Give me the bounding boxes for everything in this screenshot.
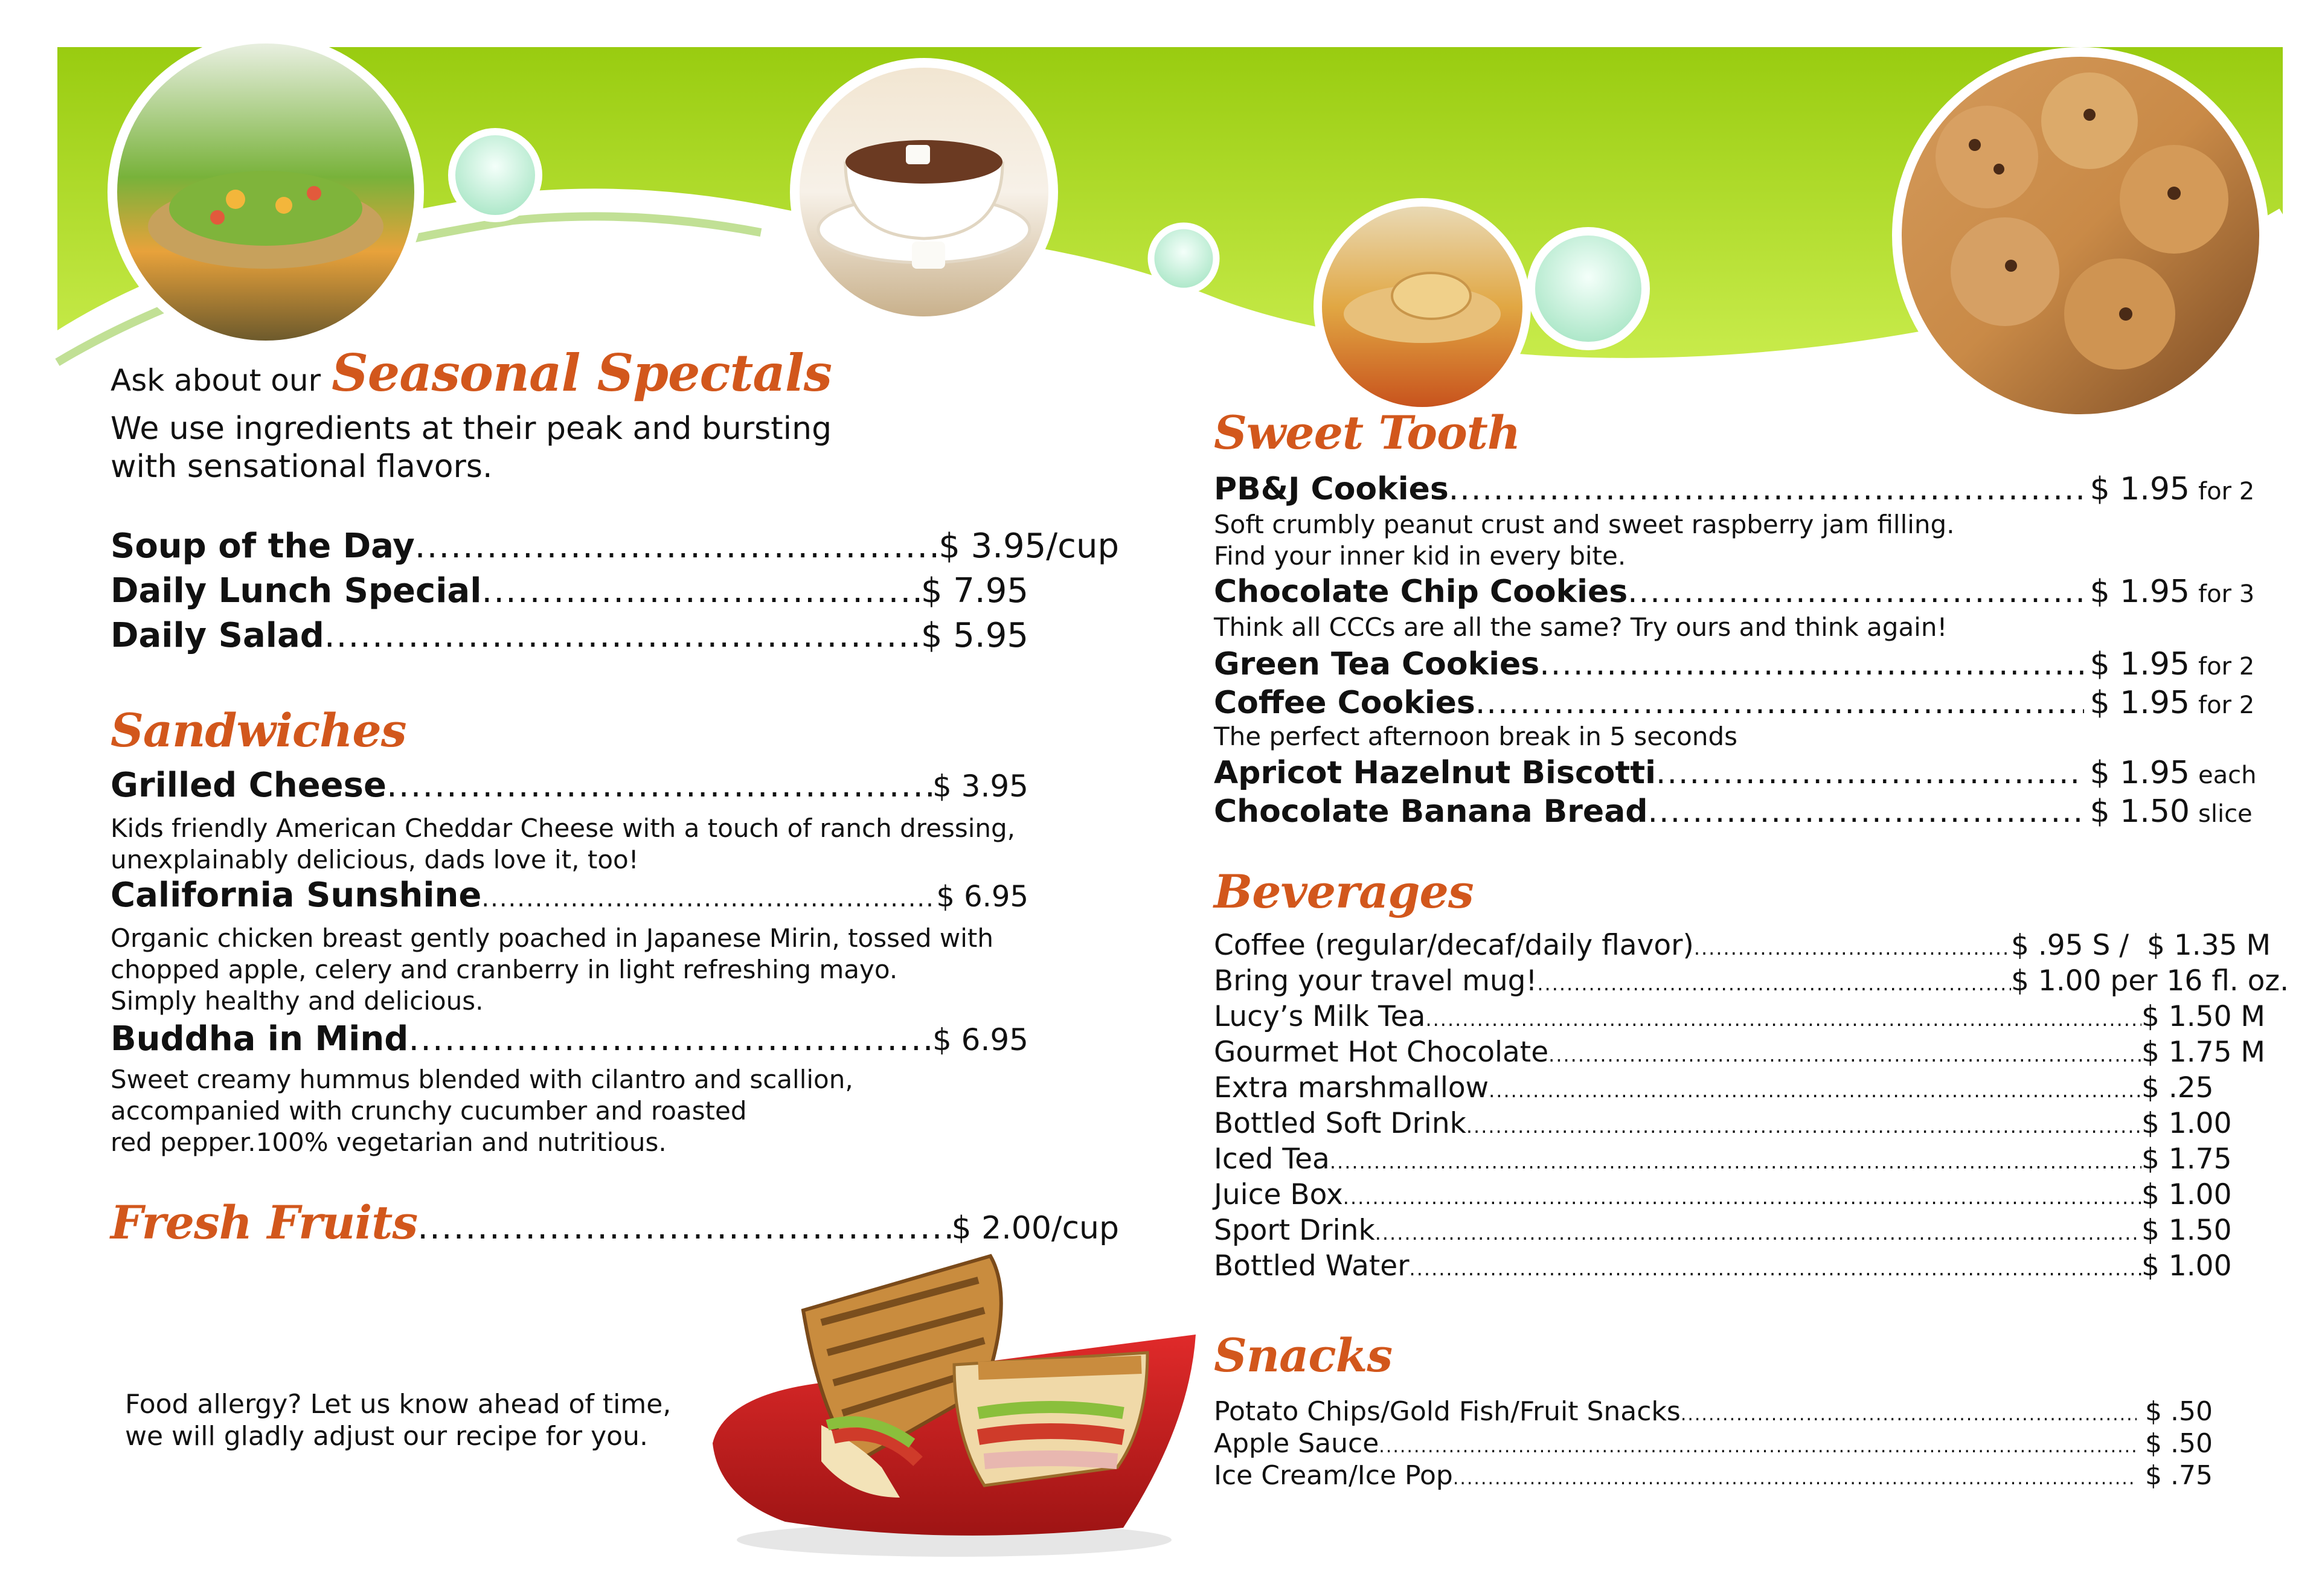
beverage-price: $ 1.50 M [2141,1000,2265,1033]
beverage-item [1214,1214,2295,1247]
leader-dots [1548,1043,2141,1066]
leader-dots [1539,646,2083,682]
leader-dots [1537,972,2011,995]
daily-item-price: $ 5.95 [920,616,1028,655]
leader-dots [481,885,936,912]
beverage-price: $ 1.00 [2141,1178,2232,1211]
sandwich-desc: unexplainably delicious, dads love it, too! [111,845,639,874]
sweet-tooth-title: Sweet Tooth [1214,406,1521,460]
leader-dots [1343,1186,2141,1209]
beverage-price: $ 1.00 [2141,1249,2232,1283]
beverage-name: Extra marshmallow [1214,1071,1489,1104]
specials-title: Seasonal Spectals [332,343,832,403]
beverage-name: Gourmet Hot Chocolate [1214,1036,1549,1069]
beverage-price: $ 1.00 [2141,1107,2232,1140]
sandwich-desc: red pepper.100% vegetarian and nutritious. [111,1127,667,1157]
leader-dots [1681,1404,2137,1425]
snack-price: $ .75 [2145,1460,2213,1491]
beverage-item [1214,1071,2295,1104]
snack-item [1214,1396,2240,1427]
sweet-price: $ 1.95 [2090,646,2190,682]
beverage-item [1214,1036,2295,1069]
beverage-item [1214,1107,2295,1140]
sandwich-desc: Simply healthy and delicious. [111,986,484,1016]
sandwiches-title: Sandwiches [111,703,406,757]
panini-icon [701,1244,1202,1558]
sweet-item [1214,685,2277,721]
leader-dots [1656,755,2084,791]
leader-dots [415,527,938,566]
daily-item-salad [111,616,1028,655]
leader-dots [1466,1115,2141,1138]
sweet-price: $ 1.95 [2090,471,2190,507]
leader-dots [1648,793,2084,830]
leader-dots [1425,1008,2141,1031]
beverage-name: Juice Box [1214,1178,1343,1211]
sandwich-name: Buddha in Mind [111,1019,409,1059]
sweet-desc: Soft crumbly peanut crust and sweet raspberry jam filling. [1214,510,1955,539]
leader-dots [1628,574,2083,610]
snack-name: Ice Cream/Ice Pop [1214,1460,1453,1491]
fresh-fruits-title: Fresh Fruits [111,1196,418,1249]
soup-icon [1313,198,1531,415]
sandwich-desc: accompanied with crunchy cucumber and roasted [111,1096,747,1126]
snack-item [1214,1428,2240,1459]
leader-dots [408,1019,932,1059]
sweet-price: $ 1.95 [2090,574,2190,610]
beverage-price: $ 1.50 [2141,1214,2232,1247]
beverage-item [1214,929,2295,962]
daily-item-soup [111,527,1119,566]
leader-dots [417,1208,951,1247]
sweet-item [1214,471,2277,507]
salad-icon [107,34,424,350]
daily-item-name: Soup of the Day [111,527,415,566]
sweet-unit: slice [2198,800,2253,828]
snack-item [1214,1460,2240,1491]
beverage-name: Bring your travel mug! [1214,964,1538,998]
beverage-name: Bottled Water [1214,1249,1410,1283]
sweet-name: Green Tea Cookies [1214,646,1540,682]
beverage-item [1214,1143,2295,1176]
sweet-price: $ 1.95 [2090,755,2190,791]
sweet-item [1214,574,2277,610]
sweet-item [1214,646,2277,682]
sweet-unit: for 2 [2198,478,2255,505]
leader-dots [1379,1436,2137,1457]
cookies-icon [1892,47,2269,423]
specials-desc-1: We use ingredients at their peak and bursting [111,411,832,447]
sandwich-item [111,1019,1028,1059]
daily-item-name: Daily Lunch Special [111,571,482,611]
leader-dots [1375,1222,2141,1245]
sweet-price: $ 1.95 [2090,685,2190,721]
sandwich-desc: Kids friendly American Cheddar Cheese with a touch of ranch dressing, [111,813,1016,843]
sweet-item [1214,793,2277,830]
sandwich-desc: Organic chicken breast gently poached in Japanese Mirin, tossed with [111,923,993,953]
beverage-price: $ .95 S / $ 1.35 M [2011,929,2271,962]
snack-name: Apple Sauce [1214,1428,1379,1459]
sweet-name: Apricot Hazelnut Biscotti [1214,755,1656,791]
sweet-name: Chocolate Chip Cookies [1214,574,1628,610]
leader-dots [1410,1257,2141,1280]
sweet-unit: for 2 [2198,653,2255,681]
sandwich-item [111,766,1028,805]
beverage-price: $ 1.75 M [2141,1036,2265,1069]
beverage-item [1214,964,2295,998]
snack-price: $ .50 [2145,1396,2213,1427]
beverage-name: Bottled Soft Drink [1214,1107,1466,1140]
leader-dots [1475,685,2084,721]
leader-dots [1449,471,2084,507]
beverage-name: Coffee (regular/decaf/daily flavor) [1214,929,1694,962]
fresh-fruits-price: $ 2.00/cup [951,1210,1119,1246]
beverages-title: Beverages [1214,865,1474,918]
sandwich-price: $ 6.95 [936,880,1028,914]
sweet-name: PB&J Cookies [1214,471,1449,507]
beverage-price: $ 1.75 [2141,1143,2232,1176]
snack-name: Potato Chips/Gold Fish/Fruit Snacks [1214,1396,1681,1427]
allergy-note-1: Food allergy? Let us know ahead of time, [125,1389,672,1420]
sweet-desc: Think all CCCs are all the same? Try ours and think again! [1214,612,1948,642]
leader-dots [386,766,932,805]
beverage-name: Iced Tea [1214,1143,1330,1176]
sweet-item [1214,755,2277,791]
specials-desc-2: with sensational flavors. [111,449,493,485]
sandwich-item [111,876,1028,915]
hot-chocolate-icon [790,58,1058,326]
daily-item-price: $ 7.95 [920,571,1028,611]
daily-item-lunch [111,571,1028,611]
sweet-name: Chocolate Banana Bread [1214,793,1648,830]
specials-intro [111,343,832,403]
sweet-name: Coffee Cookies [1214,685,1475,721]
leader-dots [1453,1468,2137,1489]
sandwich-price: $ 6.95 [932,1022,1028,1057]
beverage-item [1214,1178,2295,1211]
beverage-item [1214,1249,2295,1283]
snack-price: $ .50 [2145,1428,2213,1459]
beverage-name: Lucy’s Milk Tea [1214,1000,1426,1033]
leader-dots [481,571,920,611]
sweet-price: $ 1.50 [2090,793,2190,830]
leader-dots [1330,1150,2141,1173]
sweet-unit: each [2198,761,2257,789]
leader-dots [1694,937,2011,960]
allergy-note-2: we will gladly adjust our recipe for you. [125,1421,648,1452]
sweet-unit: for 2 [2198,691,2255,719]
beverage-price: $ 1.00 per 16 fl. oz. [2011,964,2289,998]
sandwich-price: $ 3.95 [932,769,1028,804]
sweet-desc: The perfect afternoon break in 5 seconds [1214,722,1738,751]
sandwich-name: Grilled Cheese [111,766,386,805]
beverage-price: $ .25 [2141,1071,2214,1104]
daily-item-price: $ 3.95/cup [938,527,1119,566]
sweet-unit: for 3 [2198,580,2255,608]
daily-item-name: Daily Salad [111,616,324,655]
fresh-fruits-row [111,1196,1119,1249]
sweet-desc: Find your inner kid in every bite. [1214,541,1626,571]
snacks-title: Snacks [1214,1328,1393,1382]
sandwich-name: California Sunshine [111,876,482,915]
sandwich-desc: chopped apple, celery and cranberry in light refreshing mayo. [111,955,898,984]
leader-dots [324,616,921,655]
leader-dots [1489,1079,2141,1102]
beverage-name: Sport Drink [1214,1214,1375,1247]
sandwich-desc: Sweet creamy hummus blended with cilantro and scallion, [111,1065,853,1094]
specials-prefix: Ask about our [111,363,321,398]
beverage-item [1214,1000,2295,1033]
